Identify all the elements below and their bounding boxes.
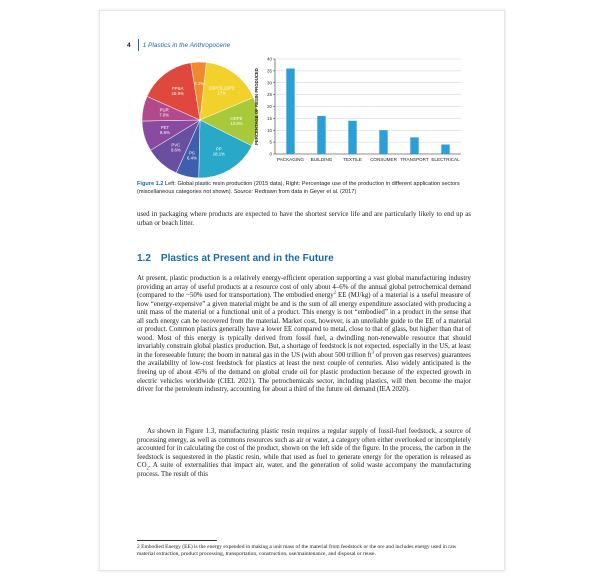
intro-paragraph: used in packaging where products are expected to have the shortest service life and are particularly likely to end up as urban or beach litter. (137, 211, 471, 227)
y-tick-label: 15 (266, 115, 272, 121)
bar (317, 116, 325, 154)
bar (410, 137, 418, 154)
page-number: 4 (127, 41, 131, 49)
exponent: 3 (371, 349, 374, 355)
bar-chart (249, 55, 467, 169)
caption-text: Left: Global plastic resin production (2015 data), Right: Percentage use of the production in different application sectors (miscellaneous categories not shown). (137, 181, 460, 195)
section-heading (137, 253, 334, 264)
paragraph-1-part-b: EE (MJ/kg) of a material is a useful measure of how “energy-expensive” a given material might be and is the sum of all energy expenditure associated with producing a unit mass of the material or a functional unit of a product. This energy is not “embodied” in a product in the sense that all such energy can be recovered from the material. Market cost, however, is an unreliable guide to the EE of a material or product. Common plastics generally have a lower EE compared to metal, close to that of glass, but higher than that of wood. Most of this energy is typically derived from fossil fuel, a dwindling non-renewable resource that should invariably constrain global plastics production. But, a shortage of feedstock is not expected, especially in the US, at least in the foreseeable future; the boom in natural gas in the US (with about 500 trillion ft (137, 292, 471, 359)
pie-slice-label: LDPE/LLDPE 17% (208, 85, 235, 96)
bar (286, 69, 294, 155)
paragraph-2-part-a: As shown in Figure 1.3, manufacturing plastic resin requires a regular supply of fossil-fuel feedstock, a source of processing energy, as well as commons resources such as air or water, a category often either overlooked or incompletely accounted for in calculating the cost of the product, shown on the left side of the figure. In the process, the carbon in the feedstock is sequestered in the plastic resin, while that used as fuel to generate energy for the operation is released as CO (137, 428, 471, 470)
paragraph-2-part-b: . A suite of externalities that impact air, water, and the generation of solid waste accompany the manufacturing process. The result of this (137, 462, 471, 478)
running-header (127, 38, 230, 52)
bar (441, 145, 449, 155)
y-tick-label: 30 (266, 80, 272, 86)
pie-slice-label: PP 18.1% (212, 146, 225, 157)
bar (348, 121, 356, 154)
footnote: 2 Embodied Energy (EE) is the energy expended in making a unit mass of the material from feedstock or the ore and includes energy used in raw material extraction, product processing, transportation, construction, use/maintenance, and disposal or reuse. (137, 544, 457, 557)
y-tick-label: 35 (266, 68, 272, 74)
x-tick-label: TEXTILE (343, 157, 362, 162)
pie-slice-label: PUR 7.0% (159, 107, 170, 118)
y-tick-label: 20 (266, 104, 272, 109)
subscript: 2 (146, 465, 149, 471)
pie-slice-label: PVC 9.6% (170, 142, 181, 153)
x-tick-label: BUILDING (310, 157, 333, 162)
y-tick-label: 10 (266, 127, 272, 133)
figure-caption (137, 181, 471, 197)
paragraph-1-part-a: At present, plastic production is a relatively energy-efficient operation supporting a vast global manufacturing industry providing an array of useful products at a resource cost of only about 4–6% of the annual global petrochemical demand (compared to the ~50% used for transportation). The embodied energy (137, 275, 471, 300)
header-divider (138, 39, 139, 51)
chapter-title: 1 Plastics in the Anthropocene (142, 41, 231, 49)
y-axis-label: PERCENTAGE OF RESIN PRODUCED (254, 68, 259, 145)
y-tick-label: 0 (269, 151, 272, 157)
y-tick-label: 5 (269, 139, 272, 145)
pie-slice-label: PS 6.4% (187, 150, 197, 161)
x-tick-label: ELECTRICAL (431, 157, 460, 162)
x-tick-label: CONSUMER (370, 157, 397, 162)
paragraph-2 (137, 428, 471, 479)
pie-slice-label: PET 8.5% (160, 125, 170, 136)
pie-slice-label: PP&A 15.9% (171, 86, 184, 97)
paragraph-1-part-c: of proven gas reserves) guarantees the availability of low-cost feedstock for plastics at least the next couple of centuries. Also widely anticipated is the freeing up of about 45% of the demand on global crude oil for plastic production because of the expected growth in electric vehicles worldwide (CIEL 2021). The petrochemicals sector, including plastics, will then become the major driver for the petroleum industry, accounting for about a third of the future oil demand (IEA 2020). (137, 351, 471, 394)
y-tick-label: 25 (266, 92, 272, 98)
pie-slice-label: HDPE 13.8% (230, 116, 243, 127)
section-number: 1.2 (137, 253, 151, 264)
caption-source-text: Redrawn from data in Geyer et al. (2017) (252, 188, 357, 195)
footnote-rule (137, 540, 217, 541)
pie-chart (137, 57, 263, 183)
pie-slice-label: 4.3% (194, 80, 205, 86)
section-title: Plastics at Present and in the Future (160, 253, 334, 264)
x-tick-label: PACKAGING (277, 157, 304, 162)
y-tick-label: 40 (266, 56, 272, 62)
figure-label: Figure 1.2 (137, 181, 164, 187)
paragraph-1 (137, 275, 471, 395)
x-tick-label: TRANSPORT (400, 157, 429, 162)
footnote-ref: 2 (333, 289, 336, 295)
bar (379, 130, 387, 154)
caption-source-label: Source: (233, 188, 253, 195)
